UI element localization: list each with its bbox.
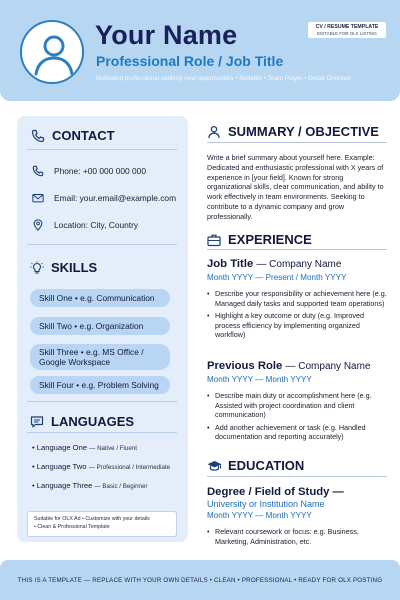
education-bullet: • Relevant coursework or focus: e.g. Business, Marketing, Administration, etc. [207,527,389,546]
language-name: Language Three [36,481,93,490]
job-bullet: • Describe your responsibility or achievement here (e.g. Managed daily tasks and supported team operations) [207,289,389,308]
language-level: — Basic / Beginner [94,483,148,490]
skill-pill: Skill Four • e.g. Problem Solving [30,376,170,394]
phone-icon [31,129,45,143]
contact-divider [27,149,177,150]
summary-heading [207,124,379,139]
contact-heading-label: CONTACT [52,128,115,143]
contact-heading [31,128,115,143]
tagline: Motivated professional seeking new opportunities • Reliable • Team Player • Detail-Oriented [96,75,351,82]
summary-divider [207,142,387,143]
experience-heading-label: EXPERIENCE [228,232,312,247]
job-bullet: • Describe main duty or accomplishment here (e.g. Assisted with project coordination and client communication) [207,391,389,420]
job-role: Job Title [207,258,254,270]
job-dates: Month YYYY — Present / Month YYYY [207,273,347,282]
briefcase-icon [207,233,221,247]
olx-note-line: • Clean & Professional Template [34,523,110,530]
job-bullet: • Add another achievement or task (e.g. Handled documentation and reporting accurately) [207,423,389,442]
job-bullets [207,289,389,343]
graduation-cap-icon [207,459,221,473]
skills-heading [30,260,97,275]
olx-note-line: Suitable for OLX Ad • Customize with your details [34,516,150,522]
job-role-title: Professional Role / Job Title [96,53,284,69]
education-heading [207,458,304,473]
education-heading-label: EDUCATION [228,458,305,473]
avatar [20,20,84,84]
footer-text: THIS IS A TEMPLATE — REPLACE WITH YOUR OWN DETAILS • CLEAN • PROFESSIONAL • READY FOR OLX POSTING [17,576,383,584]
person-icon [207,125,221,139]
skills-divider [27,401,177,402]
language-name: Language One [36,443,88,452]
candidate-name: Your Name [95,20,238,50]
summary-heading-label: SUMMARY / OBJECTIVE [228,124,379,139]
language-item: • Language Two — Professional / Intermediate [32,462,171,471]
language-item: • Language Three — Basic / Beginner [32,481,148,490]
language-name: Language Two [36,462,87,471]
languages-divider [27,432,177,433]
chat-bubble-icon [30,415,44,429]
contact-email [32,192,176,204]
languages-heading-label: LANGUAGES [51,414,135,429]
phone-icon [32,165,44,177]
lightbulb-icon [30,261,44,275]
skill-pill: Skill Two • e.g. Organization [30,317,170,335]
contact-location-text: Location: City, Country [54,220,139,230]
skill-pill: Skill Three • e.g. MS Office / Google Workspace [30,344,170,370]
summary-text: Write a brief summary about yourself here. Example: Dedicated and enthusiastic professional with X years of experience in [your field]. Known for strong organizational skills, clear communication, and ability to work effectively in team environments. Seeking to contribute to a dynamic company and grow professionally. [207,153,384,221]
languages-heading [30,414,134,429]
job-bullets [207,391,389,445]
education-dates: Month YYYY — Month YYYY [207,511,312,520]
language-level: — Professional / Intermediate [88,464,171,471]
contact-phone [32,165,146,177]
job-company: — Company Name [256,259,342,270]
person-icon [22,22,84,84]
degree-title: Degree / Field of Study — [207,486,344,498]
job-role: Previous Role [207,360,283,372]
skills-heading-label: SKILLS [51,260,98,275]
contact-phone-text: Phone: +00 000 000 000 [54,166,146,176]
location-pin-icon [32,219,44,231]
university-name: University or Institution Name [207,499,325,509]
badge-title: CV / RESUME TEMPLATE [315,24,379,30]
template-badge [308,22,386,38]
olx-note-box [27,511,177,537]
skill-pill: Skill One • e.g. Communication [30,289,170,307]
job-company: — Company Name [285,361,371,372]
language-level: — Native / Fluent [89,445,137,452]
language-item: • Language One — Native / Fluent [32,443,137,452]
header-banner [0,0,400,101]
job-bullet: • Highlight a key outcome or duty (e.g. Improved process efficiency by implementing organized workflow) [207,311,389,340]
contact-bottom-divider [27,244,177,245]
job-dates: Month YYYY — Month YYYY [207,375,312,384]
education-divider [207,476,387,477]
contact-location [32,219,138,231]
envelope-icon [32,192,44,204]
job-title [207,258,341,270]
footer-banner [0,560,400,600]
experience-divider [207,249,387,250]
education-bullets [207,527,389,549]
contact-email-text: Email: your.email@example.com [54,193,177,203]
experience-heading [207,232,312,247]
badge-subtitle: EDITABLE FOR OLX LISTING [317,31,377,36]
job-title [207,360,371,372]
